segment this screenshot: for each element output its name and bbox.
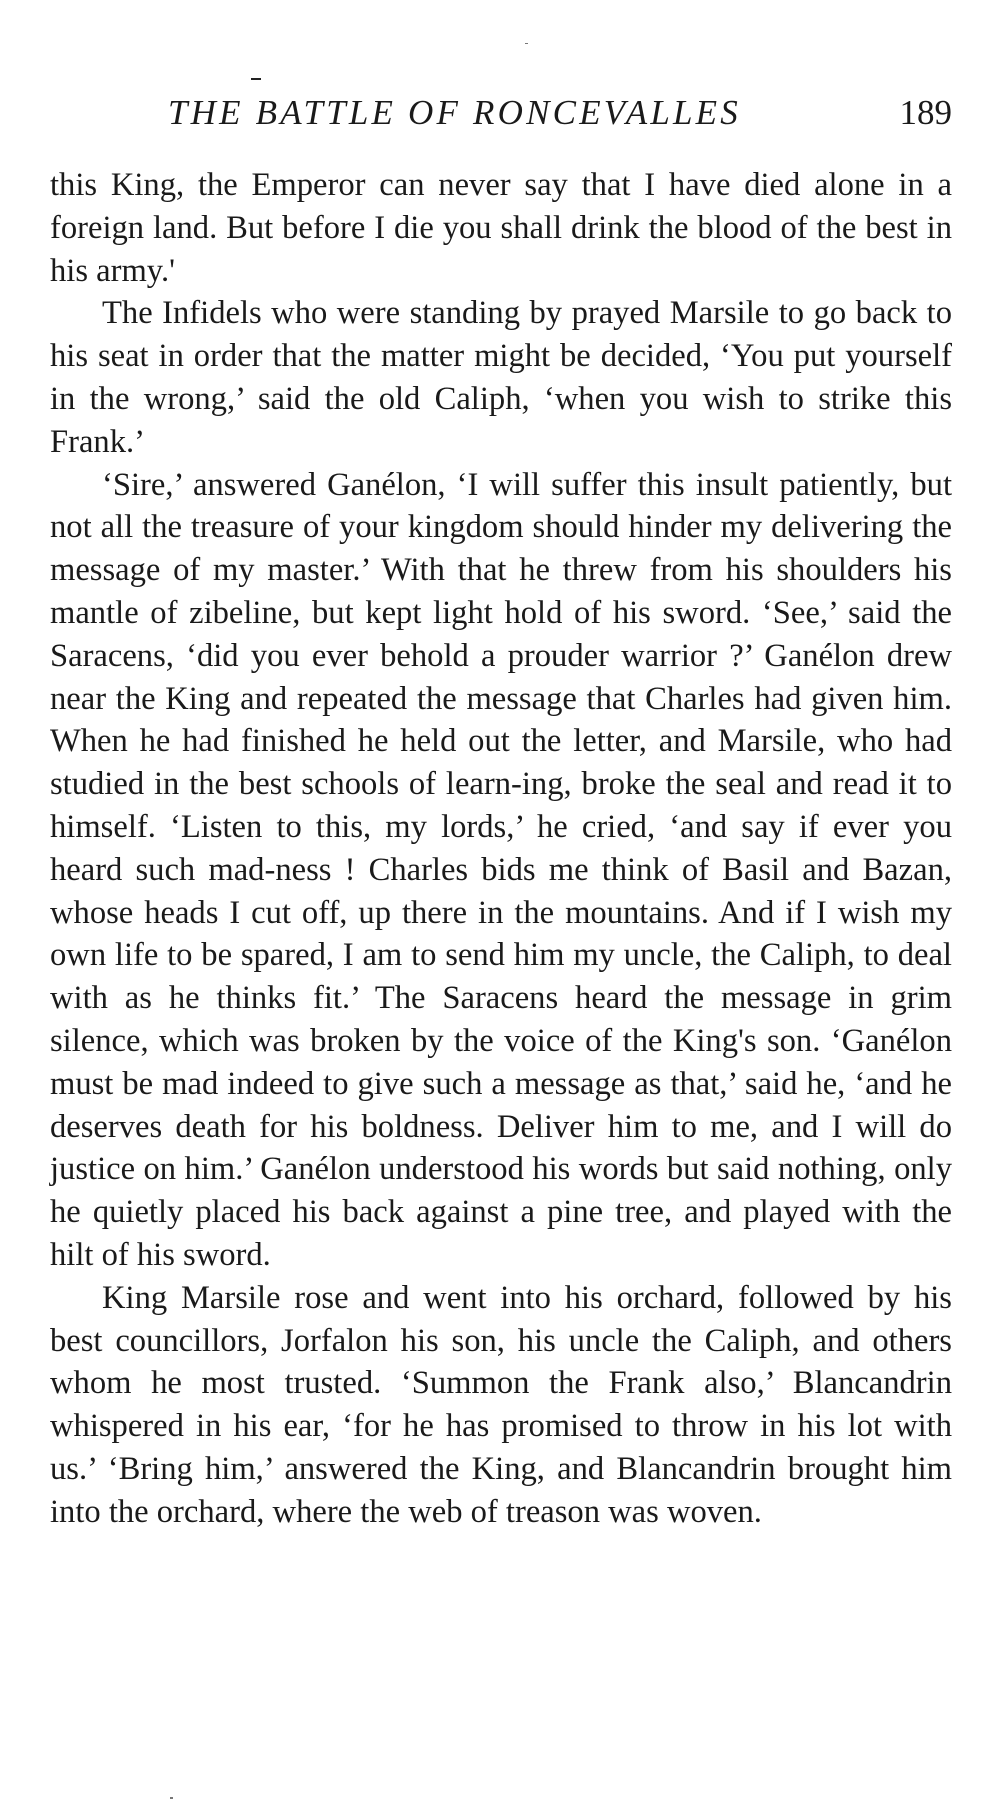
scan-speck — [525, 43, 528, 44]
paragraph-1: this King, the Emperor can never say that I have died alone in a foreign land. But before I die you shall drink the blood of the best in his army.' — [50, 167, 952, 289]
scan-speck — [170, 1797, 173, 1799]
paragraph-2: The Infidels who were standing by prayed Marsile to go back to his seat in order that the matter might be decided, ‘You put yourself in the wrong,’ said the old Caliph, ‘when you wish to strike this Frank.’ — [50, 295, 952, 460]
paragraph-4: King Marsile rose and went into his orchard, followed by his best councillors, Jorfalon his son, his uncle the Caliph, and others whom he most trusted. ‘Summon the Frank also,’ Blancandrin whispered in his ear, ‘for he has promised to throw in his lot with us.’ ‘Bring him,’ answered the King, and Blancandrin brought him into the orchard, where the web of treason was woven. — [50, 1279, 952, 1530]
running-title: THE BATTLE OF RONCEVALLES — [168, 93, 741, 132]
paragraph-3: ‘Sire,’ answered Ganélon, ‘I will suffer this insult patiently, but not all the treasure of your kingdom should hinder my delivering the message of my master.’ With that he threw from his shoulders his mantle of zibeline, but kept light hold of his sword. ‘See,’ said the Saracens, ‘did you ever behold a prouder warrior ?’ Ganélon drew near the King and repeated the message that Charles had given him. When he had finished he held out the letter, and Marsile, who had studied in the best schools of learn-ing, broke the seal and read it to himself. ‘Listen to this, my lords,’ he cried, ‘and say if ever you heard such mad-ness ! Charles bids me think of Basil and Bazan, whose heads I cut off, up there in the mountains. And if I wish my own life to be spared, I am to send him my uncle, the Caliph, to deal with as he thinks fit.’ The Saracens heard the message in grim silence, which was broken by the voice of the King's son. ‘Ganélon must be mad indeed to give such a message as that,’ said he, ‘and he deserves death for his boldness. Deliver him to me, and I will do justice on him.’ Ganélon understood his words but said nothing, only he quietly placed his back against a pine tree, and played with the hilt of his sword. — [50, 466, 952, 1273]
scan-speck — [251, 78, 261, 80]
page-number: 189 — [899, 93, 952, 132]
running-head — [50, 90, 952, 136]
body-text — [50, 164, 952, 1534]
